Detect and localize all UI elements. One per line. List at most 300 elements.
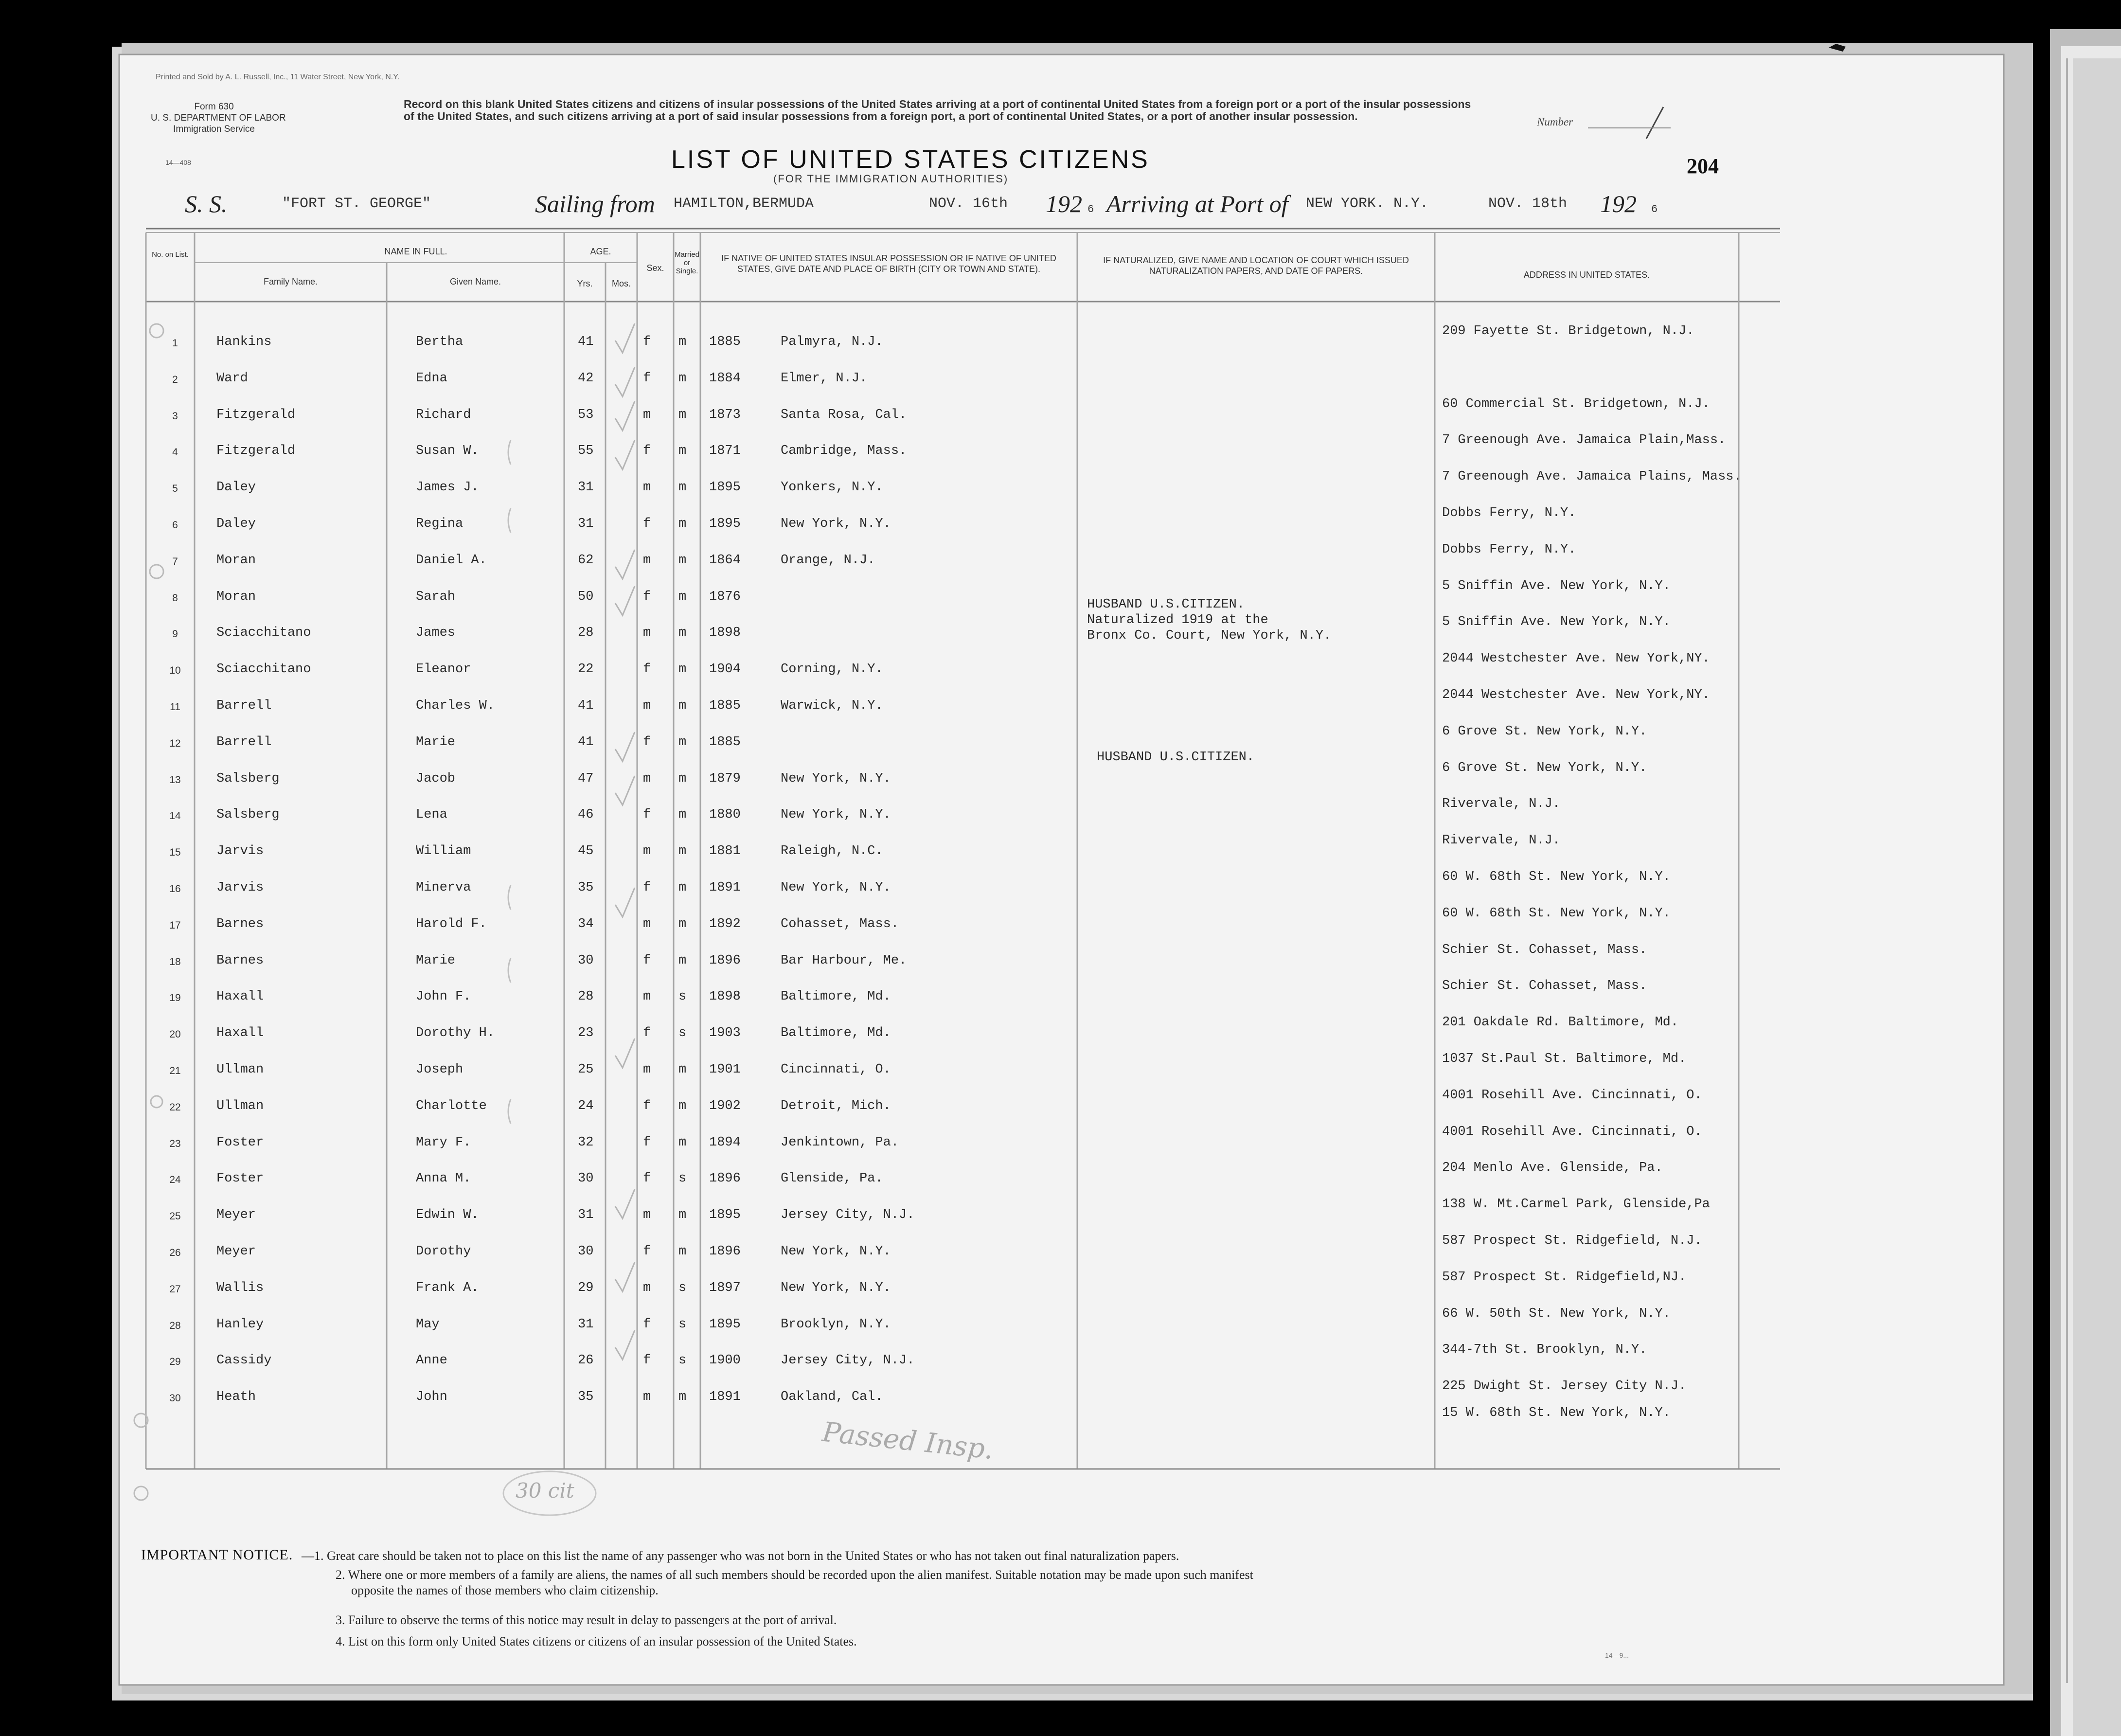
notice-footer-code: 14—9...: [1605, 1651, 1629, 1659]
passenger-address: 60 Commercial St. Bridgetown, N.J.: [1442, 397, 1710, 412]
passenger-family-name: Moran: [216, 590, 256, 604]
passenger-marital-status: m: [678, 1390, 687, 1404]
passenger-family-name: Salsberg: [216, 771, 280, 786]
passenger-address: 7 Greenough Ave. Jamaica Plain,Mass.: [1442, 433, 1726, 447]
passenger-marital-status: m: [678, 1099, 687, 1113]
passenger-address: 5 Sniffin Ave. New York, N.Y.: [1442, 579, 1671, 593]
passenger-birth-year: 1895: [709, 1208, 741, 1222]
passenger-age: 34: [578, 917, 594, 931]
notice-item-4: 4. List on this form only United States citizens or citizens of an insular possession of the United States.: [336, 1634, 857, 1648]
passenger-sex: f: [643, 662, 651, 677]
passenger-family-name: Meyer: [216, 1208, 256, 1222]
trailing-address: 15 W. 68th St. New York, N.Y.: [1442, 1406, 1671, 1420]
passenger-given-name: Susan W.: [416, 444, 479, 458]
passenger-list-number: 11: [170, 701, 180, 713]
passenger-given-name: Frank A.: [416, 1281, 479, 1295]
passenger-birth-place: Elmer, N.J.: [781, 371, 868, 386]
passenger-family-name: Fitzgerald: [216, 444, 296, 458]
passenger-marital-status: m: [678, 1244, 687, 1259]
passenger-age: 30: [578, 1244, 594, 1259]
passenger-birth-year: 1885: [709, 335, 741, 349]
passenger-birth-year: 1871: [709, 444, 741, 458]
passenger-birth-place: Jersey City, N.J.: [781, 1208, 915, 1222]
passenger-age: 29: [578, 1281, 594, 1295]
passenger-address: 204 Menlo Ave. Glenside, Pa.: [1442, 1161, 1663, 1175]
notice-item-1: —1. Great care should be taken not to place on this list the name of any passenger who was not born in the United States or who has not taken out final naturalization papers.: [302, 1549, 1179, 1563]
passenger-list-number: 8: [172, 592, 178, 604]
form-number: Form 630: [194, 102, 234, 112]
passenger-birth-place: New York, N.Y.: [781, 880, 891, 895]
passenger-list-number: 9: [172, 628, 178, 640]
passenger-age: 28: [578, 989, 594, 1004]
passenger-address: 7 Greenough Ave. Jamaica Plains, Mass.: [1442, 469, 1742, 484]
arrival-port: NEW YORK. N.Y.: [1306, 196, 1429, 212]
passenger-sex: m: [643, 844, 651, 859]
passenger-list-number: 18: [169, 956, 181, 967]
passenger-given-name: Bertha: [416, 335, 463, 349]
passenger-family-name: Heath: [216, 1390, 256, 1404]
passenger-family-name: Ullman: [216, 1062, 264, 1077]
header-married-single: Married or Single.: [675, 251, 699, 275]
passenger-age: 31: [578, 1208, 594, 1222]
passenger-birth-year: 1896: [709, 1171, 741, 1186]
passenger-marital-status: m: [678, 1062, 687, 1077]
passenger-birth-year: 1896: [709, 1244, 741, 1259]
passenger-sex: m: [643, 1062, 651, 1077]
passenger-birth-year: 1895: [709, 517, 741, 531]
passenger-marital-status: m: [678, 1135, 687, 1150]
passenger-family-name: Daley: [216, 480, 256, 495]
handwritten-inspector: Passed Insp.: [820, 1416, 995, 1466]
passenger-given-name: Charlotte: [416, 1099, 487, 1113]
passenger-address: 5 Sniffin Ave. New York, N.Y.: [1442, 615, 1671, 629]
passenger-marital-status: m: [678, 953, 687, 968]
header-address: ADDRESS IN UNITED STATES.: [1523, 270, 1650, 280]
passenger-age: 24: [578, 1099, 594, 1113]
passenger-sex: f: [643, 517, 651, 531]
passenger-given-name: Anne: [416, 1353, 447, 1368]
passenger-birth-place: Bar Harbour, Me.: [781, 953, 907, 968]
passenger-age: 41: [578, 735, 594, 750]
page-title: LIST OF UNITED STATES CITIZENS: [671, 145, 1150, 174]
passenger-birth-place: Corning, N.Y.: [781, 662, 883, 677]
passenger-age: 30: [578, 953, 594, 968]
passenger-address: Schier St. Cohasset, Mass.: [1442, 979, 1647, 993]
passenger-marital-status: m: [678, 917, 687, 931]
passenger-address: Dobbs Ferry, N.Y.: [1442, 506, 1576, 520]
ss-label: S. S.: [185, 190, 228, 217]
passenger-list-number: 6: [172, 519, 178, 531]
passenger-sex: m: [643, 771, 651, 786]
passenger-list-number: 5: [172, 483, 178, 494]
passenger-sex: f: [643, 1099, 651, 1113]
passenger-age: 62: [578, 553, 594, 568]
passenger-birth-year: 1898: [709, 626, 741, 640]
passenger-birth-place: Cambridge, Mass.: [781, 444, 907, 458]
passenger-marital-status: m: [678, 590, 687, 604]
number-label: Number: [1537, 116, 1573, 128]
passenger-marital-status: m: [678, 480, 687, 495]
passenger-family-name: Ward: [216, 371, 248, 386]
passenger-sex: f: [643, 335, 651, 349]
passenger-address: 60 W. 68th St. New York, N.Y.: [1442, 906, 1671, 921]
passenger-marital-status: m: [678, 662, 687, 677]
passenger-marital-status: m: [678, 698, 687, 713]
passenger-age: 23: [578, 1026, 594, 1040]
passenger-birth-place: Jenkintown, Pa.: [781, 1135, 899, 1150]
passenger-sex: f: [643, 880, 651, 895]
passenger-birth-year: 1891: [709, 1390, 741, 1404]
passenger-list-number: 13: [169, 774, 181, 786]
passenger-address: 4001 Rosehill Ave. Cincinnati, O.: [1442, 1088, 1702, 1103]
passenger-marital-status: s: [678, 1317, 687, 1332]
passenger-birth-place: New York, N.Y.: [781, 771, 891, 786]
passenger-marital-status: m: [678, 408, 687, 422]
passenger-sex: m: [643, 553, 651, 568]
passenger-given-name: Marie: [416, 735, 456, 750]
passenger-birth-place: New York, N.Y.: [781, 517, 891, 531]
passenger-age: 32: [578, 1135, 594, 1150]
passenger-birth-place: Brooklyn, N.Y.: [781, 1317, 891, 1332]
passenger-birth-place: Orange, N.J.: [781, 553, 875, 568]
passenger-sex: m: [643, 1390, 651, 1404]
passenger-age: 26: [578, 1353, 594, 1368]
passenger-given-name: Eleanor: [416, 662, 471, 677]
passenger-family-name: Haxall: [216, 989, 264, 1004]
passenger-sex: f: [643, 1026, 651, 1040]
naturalization-line-2: Bronx Co. Court, New York, N.Y.: [1087, 628, 1332, 643]
passenger-marital-status: s: [678, 1171, 687, 1186]
passenger-given-name: Dorothy H.: [416, 1026, 495, 1040]
passenger-birth-year: 1894: [709, 1135, 741, 1150]
naturalization-husband-note-1: HUSBAND U.S.CITIZEN.: [1087, 597, 1245, 612]
passenger-birth-year: 1885: [709, 735, 741, 750]
page-number: 204: [1687, 154, 1719, 178]
passenger-list-number: 10: [169, 665, 181, 676]
passenger-sex: f: [643, 590, 651, 604]
arrival-date: NOV. 18th: [1488, 196, 1568, 212]
passenger-list-number: 12: [169, 738, 181, 749]
passenger-age: 35: [578, 880, 594, 895]
header-list-no: No. on List.: [152, 251, 189, 259]
header-native-birth: IF NATIVE OF UNITED STATES INSULAR POSSESSION OR IF NATIVE OF UNITED STATES, GIVE DATE AND PLACE OF BIRTH (CITY OR TOWN AND STATE).: [721, 253, 1056, 274]
passenger-list-number: 17: [169, 920, 181, 931]
passenger-sex: m: [643, 480, 651, 495]
passenger-age: 31: [578, 1317, 594, 1332]
passenger-address: 587 Prospect St. Ridgefield,NJ.: [1442, 1270, 1687, 1285]
passenger-address: 6 Grove St. New York, N.Y.: [1442, 724, 1647, 739]
passenger-given-name: Edna: [416, 371, 447, 386]
header-age-mos: Mos.: [611, 279, 631, 288]
passenger-birth-place: Palmyra, N.J.: [781, 335, 883, 349]
sailing-port: HAMILTON,BERMUDA: [674, 196, 814, 212]
form-code: 14—408: [165, 159, 191, 166]
passenger-marital-status: m: [678, 771, 687, 786]
passenger-birth-year: 1879: [709, 771, 741, 786]
passenger-address: 4001 Rosehill Ave. Cincinnati, O.: [1442, 1125, 1702, 1139]
passenger-given-name: Harold F.: [416, 917, 487, 931]
notice-item-2b: opposite the names of those members who claim citizenship.: [351, 1583, 659, 1597]
passenger-marital-status: m: [678, 735, 687, 750]
passenger-list-number: 14: [169, 810, 181, 822]
passenger-age: 31: [578, 480, 594, 495]
header-age-yrs: Yrs.: [577, 279, 593, 288]
passenger-age: 45: [578, 844, 594, 859]
passenger-marital-status: m: [678, 517, 687, 531]
passenger-family-name: Salsberg: [216, 807, 280, 822]
passenger-given-name: Minerva: [416, 880, 471, 895]
passenger-given-name: John: [416, 1390, 447, 1404]
passenger-birth-year: 1901: [709, 1062, 741, 1077]
passenger-marital-status: m: [678, 807, 687, 822]
passenger-list-number: 20: [169, 1029, 181, 1040]
passenger-marital-status: s: [678, 1353, 687, 1368]
passenger-family-name: Daley: [216, 517, 256, 531]
ship-name: "FORT ST. GEORGE": [282, 196, 431, 212]
passenger-marital-status: m: [678, 844, 687, 859]
passenger-sex: f: [643, 371, 651, 386]
passenger-address: 344-7th St. Brooklyn, N.Y.: [1442, 1342, 1647, 1357]
passenger-sex: f: [643, 1317, 651, 1332]
passenger-given-name: Sarah: [416, 590, 456, 604]
arriving-label: Arriving at Port of: [1106, 190, 1288, 217]
passenger-family-name: Ullman: [216, 1099, 264, 1113]
passenger-given-name: Marie: [416, 953, 456, 968]
printer-note: Printed and Sold by A. L. Russell, Inc., 11 Water Street, New York, N.Y.: [156, 73, 400, 81]
passenger-list-number: 2: [172, 374, 178, 385]
passenger-given-name: Dorothy: [416, 1244, 471, 1259]
passenger-birth-year: 1873: [709, 408, 741, 422]
passenger-family-name: Jarvis: [216, 844, 264, 859]
passenger-family-name: Hankins: [216, 335, 272, 349]
sailing-date: NOV. 16th: [929, 196, 1008, 212]
passenger-birth-year: 1897: [709, 1281, 741, 1295]
passenger-age: 28: [578, 626, 594, 640]
passenger-marital-status: m: [678, 880, 687, 895]
passenger-address: 1037 St.Paul St. Baltimore, Md.: [1442, 1052, 1687, 1066]
passenger-list-number: 15: [169, 847, 181, 858]
passenger-birth-year: 1898: [709, 989, 741, 1004]
passenger-sex: m: [643, 698, 651, 713]
passenger-birth-place: Santa Rosa, Cal.: [781, 408, 907, 422]
passenger-marital-status: m: [678, 626, 687, 640]
passenger-address: 60 W. 68th St. New York, N.Y.: [1442, 870, 1671, 884]
passenger-marital-status: s: [678, 1281, 687, 1295]
passenger-given-name: William: [416, 844, 471, 859]
passenger-given-name: Jacob: [416, 771, 456, 786]
arrival-year-digit: 6: [1651, 203, 1658, 215]
passenger-family-name: Barrell: [216, 735, 272, 750]
passenger-address: Dobbs Ferry, N.Y.: [1442, 542, 1576, 557]
passenger-age: 41: [578, 335, 594, 349]
passenger-age: 50: [578, 590, 594, 604]
passenger-list-number: 21: [169, 1065, 181, 1076]
passenger-list-number: 16: [169, 883, 181, 895]
passenger-sex: m: [643, 626, 651, 640]
passenger-birth-year: 1884: [709, 371, 741, 386]
passenger-sex: m: [643, 1208, 651, 1222]
passenger-list-number: 26: [169, 1247, 181, 1258]
passenger-birth-place: Cohasset, Mass.: [781, 917, 899, 931]
passenger-marital-status: s: [678, 1026, 687, 1040]
sailing-year-digit: 6: [1087, 203, 1094, 215]
arrival-year-printed: 192: [1600, 190, 1637, 217]
passenger-birth-year: 1903: [709, 1026, 741, 1040]
passenger-age: 41: [578, 698, 594, 713]
passenger-given-name: James: [416, 626, 456, 640]
passenger-birth-year: 1876: [709, 590, 741, 604]
passenger-family-name: Moran: [216, 553, 256, 568]
passenger-address: 2044 Westchester Ave. New York,NY.: [1442, 651, 1710, 666]
passenger-birth-year: 1881: [709, 844, 741, 859]
passenger-age: 47: [578, 771, 594, 786]
passenger-birth-year: 1892: [709, 917, 741, 931]
passenger-address: 66 W. 50th St. New York, N.Y.: [1442, 1306, 1671, 1321]
passenger-birth-year: 1864: [709, 553, 741, 568]
passenger-birth-year: 1895: [709, 1317, 741, 1332]
passenger-marital-status: s: [678, 989, 687, 1004]
passenger-birth-year: 1891: [709, 880, 741, 895]
passenger-age: 30: [578, 1171, 594, 1186]
passenger-sex: f: [643, 1135, 651, 1150]
passenger-birth-place: Glenside, Pa.: [781, 1171, 883, 1186]
passenger-address: 201 Oakdale Rd. Baltimore, Md.: [1442, 1015, 1679, 1030]
passenger-family-name: Jarvis: [216, 880, 264, 895]
passenger-family-name: Hanley: [216, 1317, 264, 1332]
passenger-sex: m: [643, 917, 651, 931]
passenger-birth-place: Baltimore, Md.: [781, 1026, 891, 1040]
naturalization-line-1: Naturalized 1919 at the: [1087, 613, 1268, 627]
passenger-marital-status: m: [678, 371, 687, 386]
handwritten-total: 30 cit: [516, 1479, 574, 1503]
passenger-given-name: Richard: [416, 408, 471, 422]
passenger-marital-status: m: [678, 1208, 687, 1222]
passenger-age: 42: [578, 371, 594, 386]
passenger-address: 225 Dwight St. Jersey City N.J.: [1442, 1379, 1687, 1394]
passenger-given-name: May: [416, 1317, 440, 1332]
passenger-age: 25: [578, 1062, 594, 1077]
passenger-address: Rivervale, N.J.: [1442, 797, 1561, 811]
passenger-age: 35: [578, 1390, 594, 1404]
passenger-sex: f: [643, 1244, 651, 1259]
passenger-birth-place: New York, N.Y.: [781, 807, 891, 822]
passenger-sex: f: [643, 735, 651, 750]
passenger-list-number: 23: [169, 1138, 181, 1149]
passenger-marital-status: m: [678, 444, 687, 458]
sailing-year-printed: 192: [1046, 190, 1082, 217]
passenger-list-number: 4: [172, 447, 178, 458]
passenger-sex: f: [643, 1171, 651, 1186]
passenger-given-name: John F.: [416, 989, 471, 1004]
passenger-sex: m: [643, 408, 651, 422]
service-name: Immigration Service: [173, 124, 255, 134]
passenger-birth-place: New York, N.Y.: [781, 1244, 891, 1259]
passenger-given-name: Anna M.: [416, 1171, 471, 1186]
header-given-name: Given Name.: [449, 277, 501, 286]
passenger-given-name: Edwin W.: [416, 1208, 479, 1222]
passenger-sex: m: [643, 1281, 651, 1295]
passenger-family-name: Barnes: [216, 917, 264, 931]
passenger-family-name: Sciacchitano: [216, 626, 311, 640]
form-identification: [151, 101, 286, 135]
passenger-list-number: 29: [169, 1356, 181, 1367]
passenger-birth-year: 1904: [709, 662, 741, 677]
naturalization-husband-note-2: HUSBAND U.S.CITIZEN.: [1097, 750, 1255, 765]
passenger-address: Rivervale, N.J.: [1442, 833, 1561, 848]
passenger-family-name: Sciacchitano: [216, 662, 311, 677]
passenger-birth-place: Raleigh, N.C.: [781, 844, 883, 859]
passenger-list-number: 28: [169, 1320, 181, 1331]
passenger-age: 46: [578, 807, 594, 822]
passenger-family-name: Foster: [216, 1171, 264, 1186]
page-subtitle: (FOR THE IMMIGRATION AUTHORITIES): [773, 173, 1009, 185]
header-family-name: Family Name.: [263, 277, 318, 286]
passenger-age: 53: [578, 408, 594, 422]
passenger-marital-status: m: [678, 553, 687, 568]
passenger-list-number: 24: [169, 1174, 181, 1185]
passenger-address: 587 Prospect St. Ridgefield, N.J.: [1442, 1234, 1702, 1248]
notice-heading: IMPORTANT NOTICE.: [141, 1547, 293, 1563]
passenger-family-name: Haxall: [216, 1026, 264, 1040]
notice-item-2a: 2. Where one or more members of a family are aliens, the names of all such members should be recorded upon the alien manifest. Suitable notation may be made upon such manifest: [336, 1568, 1253, 1582]
passenger-family-name: Cassidy: [216, 1353, 272, 1368]
header-age: AGE.: [590, 247, 611, 256]
passenger-sex: m: [643, 989, 651, 1004]
passenger-birth-place: Baltimore, Md.: [781, 989, 891, 1004]
passenger-address: 138 W. Mt.Carmel Park, Glenside,Pa: [1442, 1197, 1710, 1212]
passenger-family-name: Fitzgerald: [216, 408, 296, 422]
passenger-list-number: 7: [172, 556, 178, 567]
form-instructions: Record on this blank United States citizens and citizens of insular possessions of the United States arriving at a port of continental United States from a foreign port or a port of the insular possessions of the United States, and such citizens arriving at a port of said insular possessions from a foreign port, a port of continental United States, or a port of another insular possession.: [404, 98, 1471, 123]
passenger-birth-year: 1902: [709, 1099, 741, 1113]
passenger-list-number: 22: [169, 1102, 181, 1113]
header-name-in-full: NAME IN FULL.: [384, 247, 447, 256]
passenger-given-name: Joseph: [416, 1062, 463, 1077]
passenger-family-name: Foster: [216, 1135, 264, 1150]
passenger-address: Schier St. Cohasset, Mass.: [1442, 943, 1647, 957]
passenger-sex: f: [643, 1353, 651, 1368]
passenger-birth-year: 1900: [709, 1353, 741, 1368]
passenger-family-name: Meyer: [216, 1244, 256, 1259]
passenger-address: 6 Grove St. New York, N.Y.: [1442, 761, 1647, 775]
passenger-age: 31: [578, 517, 594, 531]
passenger-birth-place: Jersey City, N.J.: [781, 1353, 915, 1368]
passenger-birth-place: Yonkers, N.Y.: [781, 480, 883, 495]
notice-item-3: 3. Failure to observe the terms of this notice may result in delay to passengers at the port of arrival.: [336, 1613, 837, 1627]
passenger-sex: f: [643, 444, 651, 458]
passenger-birth-place: Oakland, Cal.: [781, 1390, 883, 1404]
passenger-list-number: 30: [169, 1393, 181, 1404]
passenger-family-name: Barrell: [216, 698, 272, 713]
passenger-sex: f: [643, 953, 651, 968]
passenger-birth-place: Cincinnati, O.: [781, 1062, 891, 1077]
passenger-given-name: Lena: [416, 807, 447, 822]
number-field: [1588, 127, 1671, 128]
passenger-list-number: 25: [169, 1211, 181, 1222]
passenger-birth-place: Detroit, Mich.: [781, 1099, 891, 1113]
passenger-given-name: James J.: [416, 480, 479, 495]
header-naturalized: IF NATURALIZED, GIVE NAME AND LOCATION OF COURT WHICH ISSUED NATURALIZATION PAPERS, AND DATE OF PAPERS.: [1103, 255, 1409, 276]
passenger-given-name: Daniel A.: [416, 553, 487, 568]
passenger-given-name: Regina: [416, 517, 463, 531]
passenger-age: 22: [578, 662, 594, 677]
passenger-family-name: Wallis: [216, 1281, 264, 1295]
header-sex: Sex.: [646, 263, 664, 273]
passenger-sex: f: [643, 807, 651, 822]
passenger-birth-place: New York, N.Y.: [781, 1281, 891, 1295]
passenger-family-name: Barnes: [216, 953, 264, 968]
department-name: U. S. DEPARTMENT OF LABOR: [151, 113, 286, 123]
